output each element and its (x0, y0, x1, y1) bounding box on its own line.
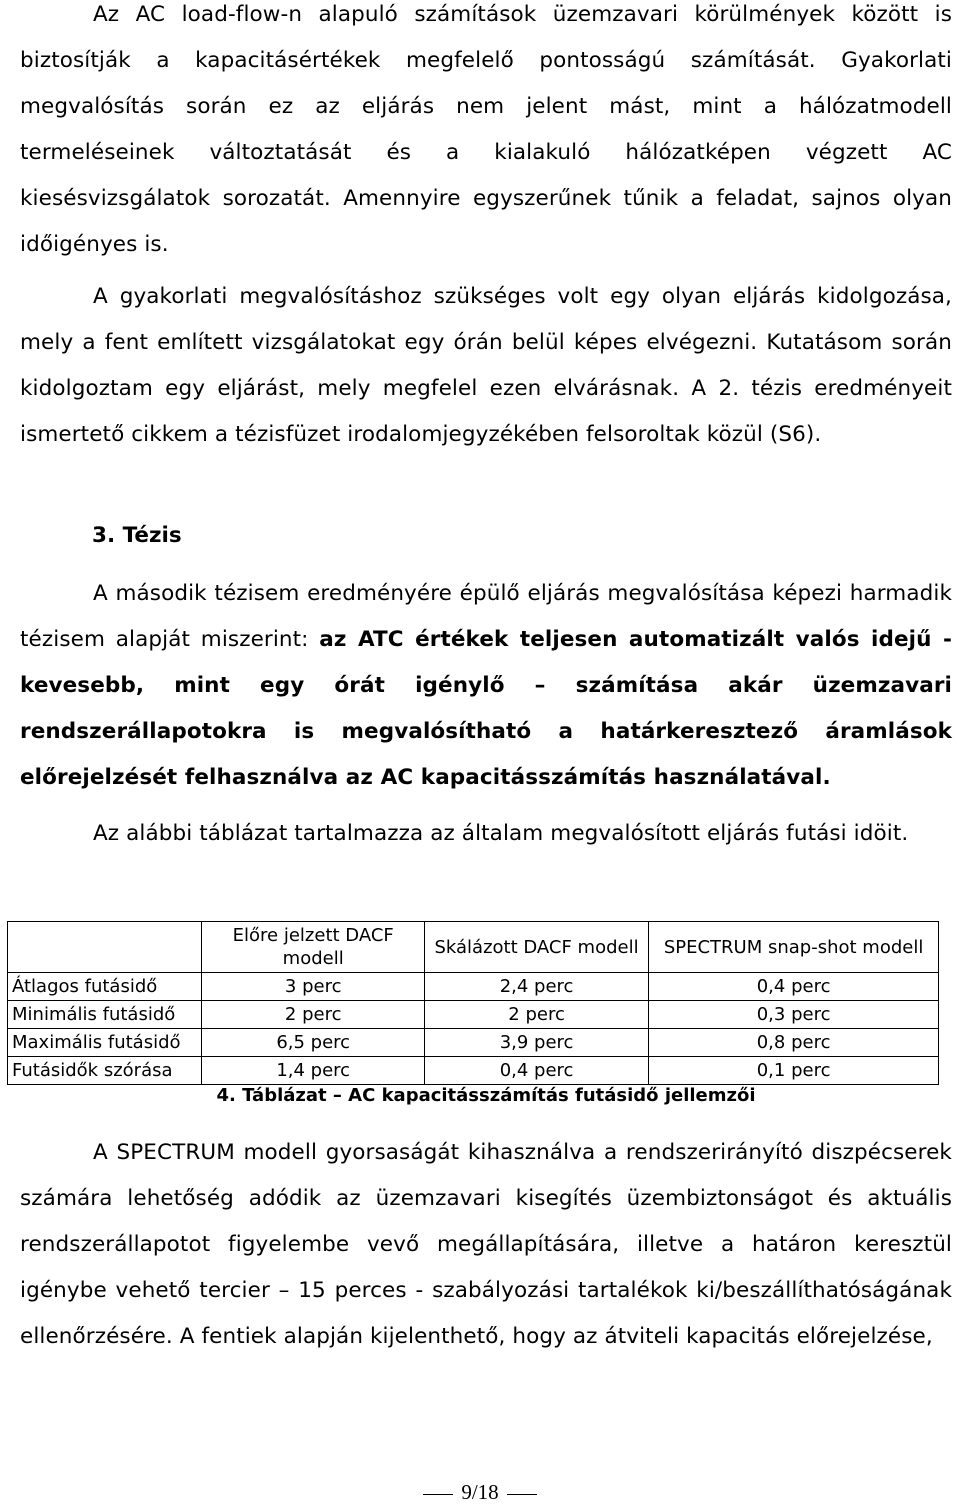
paragraph-table-intro: Az alábbi táblázat tartalmazza az általam megvalósított eljárás futási idöit. (93, 821, 909, 846)
paragraph-thesis-statement (20, 571, 952, 801)
table-row (8, 1029, 939, 1057)
table-cell: 0,3 perc (649, 1001, 939, 1029)
table-cell: 2 perc (202, 1001, 424, 1029)
table-row-label: Minimális futásidő (8, 1001, 202, 1029)
table-row-label: Átlagos futásidő (8, 973, 202, 1001)
table-header-cell (8, 922, 202, 973)
table-cell: 0,4 perc (649, 973, 939, 1001)
page-number-dash-left (423, 1494, 453, 1495)
paragraph-spectrum-model: A SPECTRUM modell gyorsaságát kihasználva a rendszerirányító diszpécserek számára lehetőség adódik az üzemzavari kisegítés üzembiztonságot és aktuális rendszerállapotot figyelembe vevő megállapítására, illetve a határon keresztül igénybe vehető tercier – 15 perces - szabályozási tartalékok ki/beszállíthatóságának ellenőrzésére. A fentiek alapján kijelenthető, hogy az átviteli kapacitás előrejelzése, (20, 1140, 952, 1349)
table-cell: 2 perc (424, 1001, 648, 1029)
table-cell: 2,4 perc (424, 973, 648, 1001)
table-row-label: Maximális futásidő (8, 1029, 202, 1057)
page-number (0, 1479, 960, 1505)
page-number-dash-right (507, 1494, 537, 1495)
table-caption: 4. Táblázat – AC kapacitásszámítás futásidő jellemzői (216, 1085, 756, 1106)
table-cell: 0,1 perc (649, 1057, 939, 1085)
thesis-bold-statement: az ATC értékek teljesen automatizált valós idejű - kevesebb, mint egy órát igénylő – számítása akár üzemzavari rendszerállapotokra is megvalósítható a határkeresztező áramlások előrejelzését felhasználva az AC kapacitásszámítás használatával. (20, 627, 952, 790)
paragraph-practical-implementation: A gyakorlati megvalósításhoz szükséges volt egy olyan eljárás kidolgozása, mely a fent említett vizsgálatokat egy órán belül képes elvégezni. Kutatásom során kidolgoztam egy eljárást, mely megfelel ezen elvárásnak. A 2. tézis eredményeit ismertető cikkem a tézisfüzet irodalomjegyzékében felsoroltak közül (S6). (20, 284, 952, 447)
thesis-heading: 3. Tézis (92, 523, 182, 548)
table-row (8, 1057, 939, 1085)
table-cell: 3,9 perc (424, 1029, 648, 1057)
table-header-cell: SPECTRUM snap-shot modell (649, 922, 939, 973)
table-row (8, 973, 939, 1001)
table-cell: 6,5 perc (202, 1029, 424, 1057)
runtime-table (7, 921, 939, 1085)
table-row (8, 1001, 939, 1029)
page-number-text: 9/18 (461, 1480, 499, 1504)
table-cell: 3 perc (202, 973, 424, 1001)
table-header-cell: Előre jelzett DACF modell (202, 922, 424, 973)
table-cell: 1,4 perc (202, 1057, 424, 1085)
table-row-label: Futásidők szórása (8, 1057, 202, 1085)
thesis-intro-text: A második tézisem eredményére épülő eljárás megvalósítása képezi harmadik tézisem alapját miszerint: (20, 581, 952, 652)
table-header-row (8, 922, 939, 973)
table-header-cell: Skálázott DACF modell (424, 922, 648, 973)
paragraph-ac-load-flow: Az AC load-flow-n alapuló számítások üzemzavari körülmények között is biztosítják a kapacitásértékek megfelelő pontosságú számítását. Gyakorlati megvalósítás során ez az eljárás nem jelent mást, mint a hálózatmodell termeléseinek változtatását és a kialakuló hálózatképen végzett AC kiesésvizsgálatok sorozatát. Amennyire egyszerűnek tűnik a feladat, sajnos olyan időigényes is. (20, 2, 952, 257)
table-cell: 0,8 perc (649, 1029, 939, 1057)
table-cell: 0,4 perc (424, 1057, 648, 1085)
